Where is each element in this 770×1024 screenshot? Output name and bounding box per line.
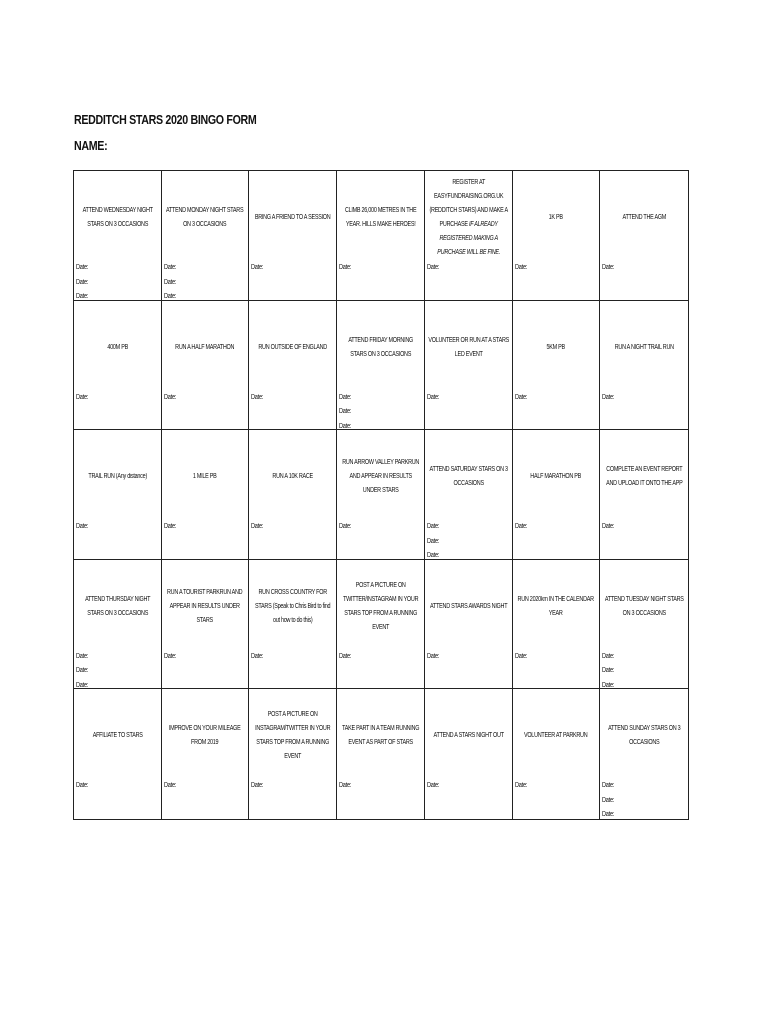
bingo-task [249, 695, 336, 777]
bingo-cell [513, 560, 601, 690]
date-lines [76, 391, 88, 406]
date-field: Date: [514, 264, 527, 271]
bingo-task-label: ATTEND A STARS NIGHT OUT [433, 732, 504, 740]
bingo-task-label: POST A PICTURE ON INSTAGRAM/TWITTER IN YOUR STARS TOP FROM A RUNNING EVENT [255, 711, 331, 761]
date-lines [339, 261, 351, 276]
bingo-task [600, 177, 688, 259]
date-lines [339, 650, 351, 665]
bingo-task-text [603, 593, 685, 621]
bingo-task [249, 307, 336, 389]
date-lines [515, 520, 527, 535]
bingo-task-text [428, 463, 509, 491]
date-lines [164, 261, 176, 301]
bingo-task-label: ATTEND THURSDAY NIGHT STARS ON 3 OCCASIONS [84, 595, 150, 617]
bingo-task [425, 177, 512, 259]
date-field: Date: [602, 811, 615, 819]
date-field: Date: [339, 393, 352, 401]
bingo-task [600, 436, 688, 518]
bingo-cell [337, 301, 425, 431]
bingo-cell [162, 430, 250, 560]
bingo-task [249, 436, 336, 518]
bingo-cell [162, 689, 250, 819]
bingo-task-label: RUN ARROW VALLEY PARKRUN AND APPEAR IN RESULTS UNDER STARS [342, 459, 419, 495]
bingo-task-text [516, 211, 597, 225]
date-field: Date: [76, 782, 89, 790]
bingo-task [162, 436, 249, 518]
date-lines [602, 520, 614, 535]
bingo-task [162, 695, 249, 777]
bingo-task-text [77, 470, 158, 484]
bingo-task-text [165, 722, 246, 750]
date-field: Date: [426, 552, 440, 560]
bingo-task [337, 566, 424, 648]
bingo-task-label: ATTEND SATURDAY STARS ON 3 OCCASIONS [429, 466, 508, 488]
bingo-task [337, 436, 424, 518]
bingo-cell [425, 171, 513, 301]
bingo-task-label: RUN A TOURIST PARKRUN AND APPEAR IN RESULTS UNDER STARS [167, 588, 243, 624]
bingo-task-text [603, 341, 685, 355]
date-lines [427, 391, 439, 406]
date-lines [515, 391, 527, 406]
bingo-cell [74, 689, 162, 819]
bingo-cell [74, 430, 162, 560]
bingo-task-text [516, 470, 597, 484]
bingo-cell [162, 560, 250, 690]
date-field: Date: [514, 523, 527, 531]
bingo-task [337, 177, 424, 259]
date-lines [251, 261, 263, 276]
bingo-cell [600, 171, 688, 301]
bingo-task [337, 695, 424, 777]
bingo-task-text [516, 341, 597, 355]
date-field: Date: [163, 652, 176, 660]
bingo-task-text [252, 586, 333, 628]
bingo-cell [600, 560, 688, 690]
bingo-task-label: VOLUNTEER AT PARKRUN [524, 732, 588, 740]
bingo-task [74, 695, 161, 777]
date-field: Date: [339, 422, 352, 430]
bingo-cell [513, 430, 601, 560]
bingo-task [513, 307, 600, 389]
bingo-cell [337, 430, 425, 560]
bingo-task-label: RUN A HALF MARATHON [175, 343, 235, 351]
bingo-task-text [428, 176, 509, 260]
bingo-task-label: 1K PB [548, 214, 563, 221]
bingo-task-label: ATTEND FRIDAY MORNING STARS ON 3 OCCASIONS [348, 336, 413, 358]
bingo-task-label: RUN A 10K RACE [272, 473, 314, 481]
date-field: Date: [426, 523, 440, 531]
bingo-cell [249, 171, 337, 301]
date-lines [339, 779, 351, 794]
date-field: Date: [76, 523, 89, 531]
date-lines [164, 779, 176, 794]
date-field: Date: [602, 796, 615, 804]
date-lines [339, 520, 351, 535]
date-field: Date: [514, 782, 527, 790]
bingo-task-text [428, 334, 509, 362]
bingo-task-label: RUN A NIGHT TRAIL RUN [614, 343, 674, 351]
date-field: Date: [163, 523, 176, 531]
date-field: Date: [339, 408, 352, 416]
date-lines [76, 779, 88, 794]
bingo-task [74, 307, 161, 389]
date-field: Date: [76, 681, 89, 689]
bingo-task-text [77, 204, 158, 232]
date-field: Date: [426, 652, 440, 660]
date-lines [602, 391, 614, 406]
bingo-task-label: TRAIL RUN (Any distance) [88, 473, 147, 481]
bingo-cell [249, 430, 337, 560]
bingo-task-label: 5KM PB [546, 343, 566, 351]
bingo-task [74, 436, 161, 518]
bingo-task-text [252, 341, 333, 355]
date-field: Date: [76, 393, 89, 401]
bingo-cell [249, 301, 337, 431]
bingo-cell [425, 689, 513, 819]
bingo-task-label: RUN 2020km IN THE CALENDAR YEAR [517, 595, 595, 617]
bingo-task [162, 566, 249, 648]
bingo-task-text [603, 211, 685, 225]
date-field: Date: [339, 652, 352, 660]
bingo-task [74, 177, 161, 259]
date-field: Date: [514, 652, 527, 660]
date-lines [602, 261, 614, 276]
date-field: Date: [339, 523, 352, 531]
date-field: Date: [251, 523, 264, 531]
bingo-cell [513, 171, 601, 301]
bingo-task [425, 566, 512, 648]
bingo-task-text [165, 204, 246, 232]
bingo-task [600, 695, 688, 777]
bingo-task-text [77, 729, 158, 743]
bingo-task [425, 307, 512, 389]
bingo-task [513, 566, 600, 648]
bingo-task [425, 436, 512, 518]
bingo-cell [249, 689, 337, 819]
bingo-task [74, 566, 161, 648]
date-lines [339, 391, 351, 431]
bingo-task-text [340, 456, 421, 498]
date-field: Date: [602, 782, 615, 790]
bingo-task-label: CLIMB 26,000 METRES IN THE YEAR. HILLS MAKE HEROES! [344, 207, 417, 228]
date-lines [515, 261, 527, 276]
bingo-task [162, 177, 249, 259]
bingo-cell [74, 560, 162, 690]
date-field: Date: [76, 278, 89, 286]
bingo-task-note: IF ALREADY REGISTERED MAKING A PURCHASE WILL BE FINE. [436, 221, 500, 256]
bingo-task-label: IMPROVE ON YOUR MILEAGE FROM 2019 [169, 725, 241, 747]
bingo-task-text [428, 729, 509, 743]
bingo-task-text [340, 579, 421, 635]
bingo-cell [600, 301, 688, 431]
bingo-cell [600, 430, 688, 560]
bingo-cell [337, 689, 425, 819]
bingo-task [600, 566, 688, 648]
name-label: NAME: [74, 138, 108, 153]
date-field: Date: [251, 652, 264, 660]
bingo-task-text [516, 729, 597, 743]
bingo-task-label: ATTEND SUNDAY STARS ON 3 OCCASIONS [608, 725, 681, 747]
bingo-task-label: AFFILIATE TO STARS [92, 732, 143, 740]
bingo-task-text [428, 600, 509, 614]
date-field: Date: [426, 537, 440, 545]
bingo-task-label: ATTEND TUESDAY NIGHT STARS ON 3 OCCASIONS [604, 595, 684, 617]
form-title: REDDITCH STARS 2020 BINGO FORM [74, 112, 257, 127]
date-field: Date: [426, 393, 440, 401]
bingo-task-label: ATTEND MONDAY NIGHT STARS ON 3 OCCASIONS [166, 207, 244, 228]
bingo-task-label: 1 MILE PB [193, 473, 217, 481]
date-field: Date: [76, 264, 89, 271]
date-field: Date: [426, 782, 440, 790]
bingo-task-text [252, 470, 333, 484]
date-field: Date: [163, 782, 176, 790]
bingo-task [513, 695, 600, 777]
date-field: Date: [163, 264, 176, 271]
bingo-task-label: TAKE PART IN A TEAM RUNNING EVENT AS PART OF STARS [341, 725, 420, 747]
bingo-cell [162, 171, 250, 301]
bingo-cell [337, 171, 425, 301]
bingo-grid [73, 170, 689, 820]
bingo-task-label: ATTEND STARS AWARDS NIGHT [429, 602, 507, 610]
bingo-task [600, 307, 688, 389]
bingo-task-text [77, 341, 158, 355]
bingo-task-text [603, 463, 685, 491]
bingo-task-text [340, 204, 421, 232]
date-lines [251, 520, 263, 535]
bingo-task-label: RUN OUTSIDE OF ENGLAND [258, 343, 328, 351]
date-lines [164, 391, 176, 406]
date-field: Date: [602, 667, 615, 675]
date-field: Date: [339, 782, 352, 790]
bingo-cell [513, 301, 601, 431]
bingo-task-label: 400M PB [107, 343, 128, 351]
date-field: Date: [339, 264, 352, 271]
bingo-cell [513, 689, 601, 819]
date-lines [164, 650, 176, 665]
bingo-task-text [165, 470, 246, 484]
date-field: Date: [163, 278, 176, 286]
date-lines [164, 520, 176, 535]
bingo-task [513, 177, 600, 259]
bingo-cell [249, 560, 337, 690]
bingo-cell [425, 430, 513, 560]
bingo-cell [162, 301, 250, 431]
date-field: Date: [76, 652, 89, 660]
bingo-task [249, 177, 336, 259]
bingo-task [425, 695, 512, 777]
bingo-task [337, 307, 424, 389]
date-lines [76, 650, 88, 690]
date-lines [515, 779, 527, 794]
date-lines [602, 779, 614, 819]
bingo-task-label: COMPLETE AN EVENT REPORT AND UPLOAD IT ONTO THE APP [605, 466, 683, 488]
bingo-task [162, 307, 249, 389]
bingo-cell [337, 560, 425, 690]
date-lines [515, 650, 527, 665]
date-lines [251, 650, 263, 665]
date-field: Date: [602, 681, 615, 689]
date-field: Date: [602, 652, 615, 660]
bingo-task-text [165, 586, 246, 628]
bingo-task-text [340, 722, 421, 750]
date-lines [76, 520, 88, 535]
date-field: Date: [514, 393, 527, 401]
date-lines [427, 261, 439, 276]
bingo-task-text [252, 211, 333, 225]
bingo-task-label: POST A PICTURE ON TWITTER/INSTAGRAM IN YOUR STARS TOP FROM A RUNNING EVENT [342, 581, 419, 631]
date-field: Date: [163, 293, 176, 300]
date-field: Date: [251, 264, 264, 271]
bingo-task-text [252, 708, 333, 764]
bingo-task-text [516, 593, 597, 621]
bingo-task [513, 436, 600, 518]
bingo-task-text [340, 334, 421, 362]
date-field: Date: [251, 393, 264, 401]
date-lines [427, 520, 439, 560]
bingo-task [249, 566, 336, 648]
bingo-cell [600, 689, 688, 819]
date-lines [251, 391, 263, 406]
date-lines [251, 779, 263, 794]
bingo-task-label: ATTEND WEDNESDAY NIGHT STARS ON 3 OCCASIONS [82, 207, 153, 228]
date-field: Date: [251, 782, 264, 790]
date-field: Date: [602, 523, 615, 531]
bingo-task-text [77, 593, 158, 621]
bingo-task-text [165, 341, 246, 355]
bingo-task-label: BRING A FRIEND TO A SESSION [254, 214, 331, 221]
date-field: Date: [76, 667, 89, 675]
bingo-cell [425, 560, 513, 690]
date-field: Date: [602, 393, 615, 401]
bingo-task-label: ATTEND THE AGM [622, 214, 666, 221]
date-field: Date: [76, 293, 89, 300]
bingo-task-label: HALF MARATHON PB [530, 473, 582, 481]
bingo-cell [74, 301, 162, 431]
date-lines [602, 650, 614, 690]
date-lines [427, 779, 439, 794]
bingo-cell [74, 171, 162, 301]
date-field: Date: [602, 264, 615, 271]
bingo-task-label: REGISTER AT EASYFUNDRAISING.ORG.UK (REDDITCH STARS) AND MAKE A PURCHASE [429, 179, 508, 228]
date-field: Date: [426, 264, 440, 271]
date-lines [76, 261, 88, 301]
bingo-task-label: RUN CROSS COUNTRY FOR STARS (Speak to Chris Bird to find out how to do this) [255, 588, 331, 624]
bingo-task-label: VOLUNTEER OR RUN AT A STARS LED EVENT [427, 336, 509, 358]
bingo-task-text [603, 722, 685, 750]
date-lines [427, 650, 439, 665]
date-field: Date: [163, 393, 176, 401]
bingo-cell [425, 301, 513, 431]
